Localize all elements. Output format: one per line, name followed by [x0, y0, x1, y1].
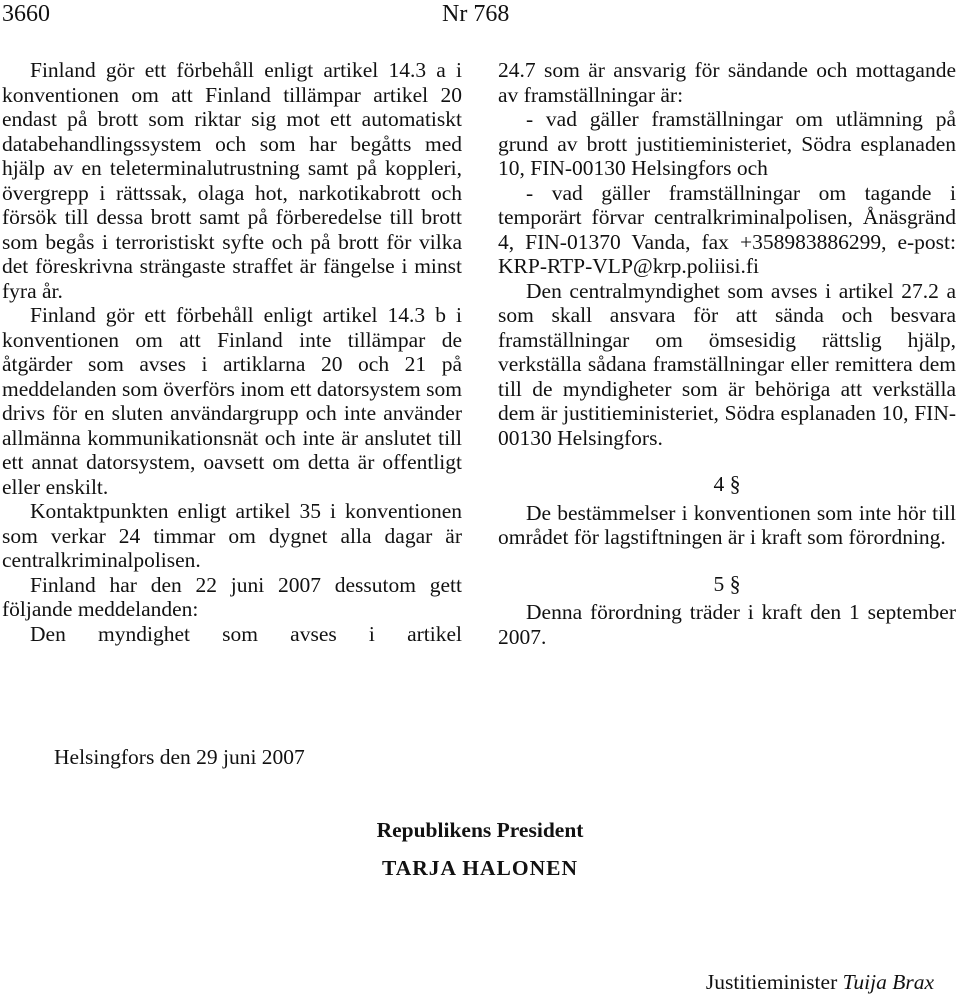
place-and-date: Helsingfors den 29 juni 2007	[54, 745, 305, 769]
section-4-number: 4	[713, 472, 725, 496]
left-column	[2, 58, 462, 646]
section-sign: §	[729, 570, 741, 596]
issue-number: Nr 768	[442, 1, 510, 27]
section-4-text: De bestämmelser i konventionen som inte hör till området för lagstiftningen är i kraft som förordning.	[498, 500, 956, 549]
extradition-requests-item: - vad gäller framställningar om utlämning på grund av brott justitieministeriet, Södra esplanaden 10, FIN-00130 Helsingfors och	[498, 107, 956, 180]
section-5-number: 5	[713, 571, 725, 596]
authority-paragraph-start: Den myndighet som avses i artikel	[30, 621, 462, 646]
section-4-heading	[498, 472, 956, 497]
signatory-title: Republikens President	[376, 818, 584, 842]
right-column	[498, 58, 956, 649]
reservation-14-3-a-paragraph: Finland gör ett förbehåll enligt artikel 14.3 a i konventionen om att Finland tillämpar artikel 20 endast på brott som riktar sig mot ett automatiskt databehandlingssystem och som har begåtts med hjälp av en teleterminalutrustning samt på koppleri, övergrepp i rättssak, olaga hot, narkotikabrott och försök till dessa brott samt på förberedelse till brott som begås i terroristiskt syfte och på brott för vilka det föreskrivna strängaste straffet är fängelse i minst fyra år.	[2, 58, 462, 303]
reservation-14-3-b-paragraph: Finland gör ett förbehåll enligt artikel 14.3 b i konventionen om att Finland inte tillämpar de åtgärder som avses i artiklarna 20 och 21 på meddelanden som överförs inom ett datorsystem som drivs för en sluten användargrupp och inte använder allmänna kommunikationsnät och inte är anslutet till ett annat datorsystem, oavsett om detta är offentligt eller enskilt.	[2, 303, 462, 499]
authority-paragraph-continued: 24.7 som är ansvarig för sändande och mottagande av framställningar är:	[498, 58, 956, 107]
contact-point-paragraph: Kontaktpunkten enligt artikel 35 i konventionen som verkar 24 timmar om dygnet alla dagar är centralkriminalpolisen.	[2, 499, 462, 572]
central-authority-paragraph: Den centralmyndighet som avses i artikel 27.2 a som skall ansvara för att sända och besvara framställningar om ömsesidig rättslig hjälp, verkställa sådana framställningar eller remittera dem till de myndigheter som är behöriga att verkställa dem är justitieministeriet, Södra esplanaden 10, FIN-00130 Helsingfors.	[498, 278, 956, 450]
page-header	[0, 0, 960, 32]
page-number: 3660	[2, 1, 50, 27]
minister-signature	[706, 969, 934, 995]
signatory-name: TARJA HALONEN	[382, 856, 578, 880]
minister-title: Justitieminister	[705, 970, 838, 994]
section-5-heading	[498, 572, 956, 597]
minister-name: Tuija Brax	[842, 970, 934, 994]
section-5-text: Denna förordning träder i kraft den 1 september 2007.	[498, 600, 956, 649]
notifications-intro-paragraph: Finland har den 22 juni 2007 dessutom gett följande meddelanden:	[2, 572, 462, 621]
provisional-arrest-item: - vad gäller framställningar om tagande i temporärt förvar centralkriminalpolisen, Ånäsgränd 4, FIN-01370 Vanda, fax +358983886299, e-post: KRP-RTP-VLP@krp.poliisi.fi	[498, 180, 956, 278]
section-sign: §	[729, 471, 741, 496]
